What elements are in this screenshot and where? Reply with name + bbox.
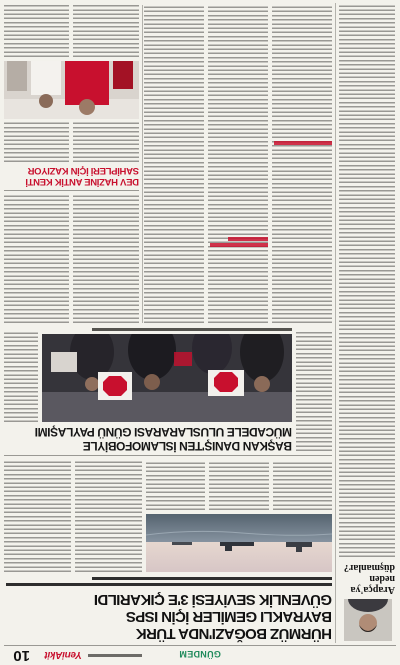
text-column bbox=[144, 5, 204, 323]
text-column bbox=[208, 5, 268, 323]
text-column bbox=[146, 460, 205, 510]
text-column bbox=[74, 195, 140, 323]
column-rule bbox=[335, 3, 336, 643]
headline-line: HÜRMÜZ BOĞAZI'NDA TÜRK bbox=[136, 625, 332, 642]
text-column bbox=[74, 5, 140, 57]
hazine-body bbox=[4, 5, 139, 57]
opinion-title bbox=[337, 562, 395, 595]
ship bbox=[286, 542, 312, 547]
date-line bbox=[88, 655, 142, 658]
text-column bbox=[74, 122, 140, 162]
header-rule bbox=[4, 645, 396, 646]
text-column bbox=[4, 122, 70, 162]
headline-line: SAHİPLERİ İÇİN KAZIYOR bbox=[27, 165, 139, 176]
section-label: GÜNDEM bbox=[179, 649, 221, 659]
hurmuz-body bbox=[4, 460, 142, 572]
islamofobi-headline bbox=[4, 425, 292, 452]
hurmuz-body bbox=[146, 460, 332, 510]
text-column bbox=[273, 460, 332, 510]
article-rule bbox=[4, 455, 332, 456]
text-column bbox=[272, 5, 332, 323]
opinion-title-line: Arapça'ya bbox=[350, 584, 395, 595]
islamofobi-body bbox=[296, 331, 332, 451]
hurmuz-headline bbox=[4, 591, 332, 642]
column-rule bbox=[142, 5, 143, 323]
article-rule bbox=[4, 190, 139, 191]
text-column bbox=[339, 5, 395, 557]
photo-caption bbox=[92, 329, 292, 332]
protest-sign bbox=[51, 352, 77, 372]
red-garment bbox=[65, 61, 109, 105]
red-subhead bbox=[228, 237, 268, 241]
headline-line: DEV HAZİNE ANTİK KENTİ bbox=[25, 176, 139, 187]
text-column bbox=[296, 331, 332, 451]
hazine-body bbox=[4, 122, 139, 162]
islamofobi-body bbox=[144, 5, 332, 323]
headline-line: GÜVENLİK SEVİYESİ 3'E ÇIKARILDI bbox=[94, 591, 332, 608]
text-column bbox=[75, 460, 142, 572]
islamofobi-body bbox=[4, 195, 139, 323]
hazine-photo bbox=[4, 61, 139, 119]
opinion-body bbox=[339, 5, 395, 557]
red-subhead bbox=[274, 141, 332, 145]
text-column bbox=[4, 332, 38, 422]
text-column bbox=[4, 195, 70, 323]
red-subhead bbox=[210, 243, 268, 247]
headline-line: MÜCADELE ULUSLARARASI GÜNÜ PAYLAŞIMI bbox=[35, 425, 292, 440]
page-number: 10 bbox=[13, 647, 30, 664]
author-photo bbox=[344, 599, 392, 641]
author-head bbox=[359, 614, 377, 632]
headline-line: BAŞKAN DANIŞ'TEN İSLAMOFOBİYLE bbox=[83, 439, 292, 453]
islamofobi-body bbox=[4, 332, 38, 422]
deck-line bbox=[92, 577, 332, 580]
text-column bbox=[4, 5, 70, 57]
ship bbox=[172, 542, 192, 545]
opinion-title-line: neden bbox=[369, 573, 395, 584]
protest-photo bbox=[42, 334, 292, 422]
newspaper-logo: YeniAkit bbox=[44, 649, 82, 660]
hazine-headline bbox=[4, 165, 139, 187]
white-garment bbox=[31, 61, 61, 95]
person-head bbox=[79, 99, 95, 115]
headline-line: BAYRAKLI GEMİLER İÇİN ISPS bbox=[126, 608, 332, 625]
ship bbox=[220, 542, 254, 546]
text-column bbox=[4, 460, 71, 572]
text-column bbox=[209, 460, 268, 510]
opinion-title-line: düşmanlar? bbox=[343, 562, 395, 573]
ship-photo bbox=[146, 514, 332, 572]
deck-line bbox=[6, 583, 332, 586]
